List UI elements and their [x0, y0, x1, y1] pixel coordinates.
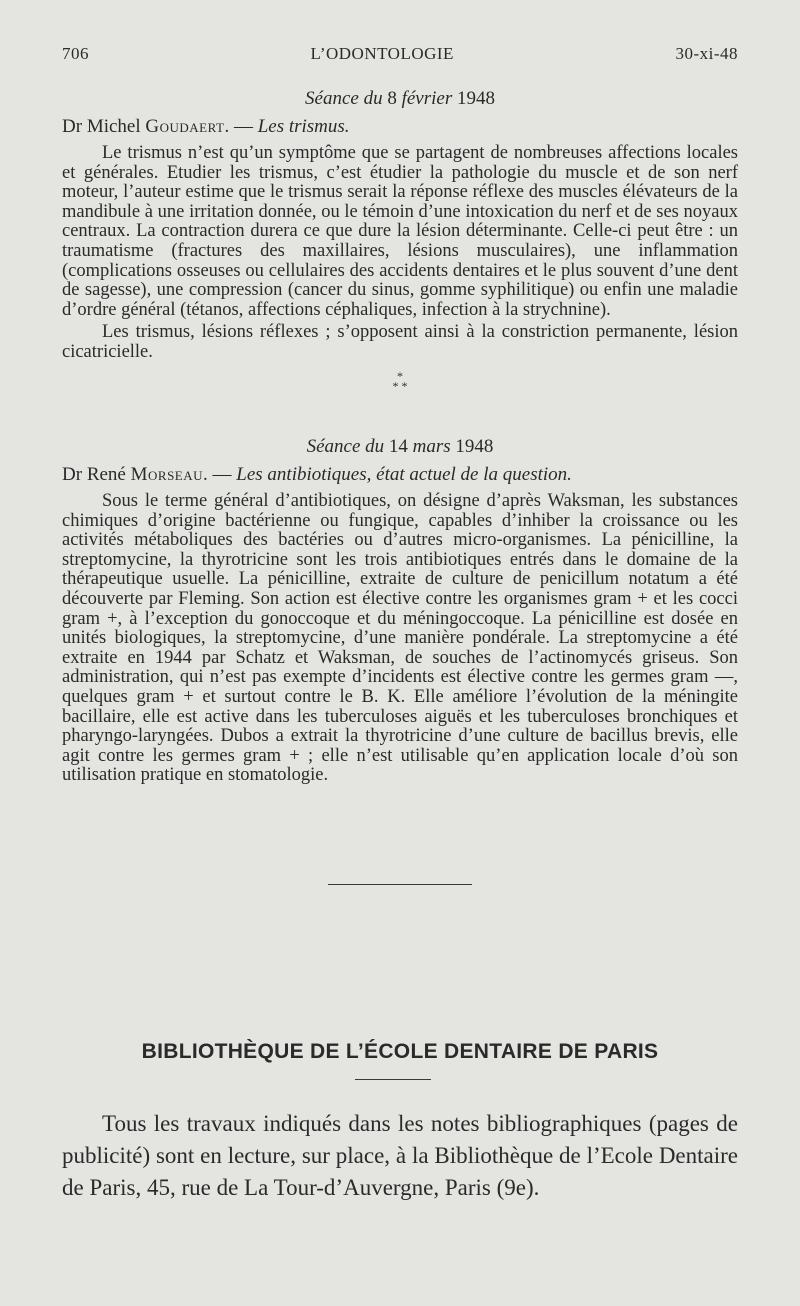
- session-prefix: Séance du: [305, 88, 383, 109]
- author-title: Dr: [62, 464, 83, 485]
- session-month: février: [401, 88, 453, 109]
- session-month: mars: [412, 436, 451, 457]
- talk-title: Les antibiotiques, état actuel de la question.: [236, 464, 572, 485]
- author-dash: . —: [203, 464, 232, 485]
- session-heading: [62, 88, 738, 110]
- running-header: [62, 44, 738, 64]
- issue-date: 30-xi-48: [675, 44, 738, 63]
- asterism-bottom: * *: [392, 378, 408, 393]
- session-year: 1948: [455, 436, 494, 457]
- session-day: 14: [388, 436, 408, 457]
- asterism-separator: [62, 368, 738, 393]
- author-last-name: Morseau: [130, 464, 204, 485]
- library-heading: BIBLIOTHÈQUE DE L’ÉCOLE DENTAIRE DE PARIS: [141, 1040, 659, 1063]
- author-title: Dr: [62, 116, 83, 137]
- author-line: [62, 116, 738, 138]
- author-line: [62, 464, 738, 486]
- session-year: 1948: [456, 88, 495, 109]
- session-heading: [62, 436, 738, 458]
- paragraph: Sous le terme général d’antibiotiques, on désigne d’après Waksman, les substances chimiques d’origine bactérienne ou fungique, capables d’inhiber la croissance ou les activités métaboliques des bactéries ou d’autres micro-organismes. La pénicilline, la streptomycine, la thyrotricine sont les trois antibiotiques entrés dans le domaine de la thérapeutique usuelle. La pénicilline, extraite de culture de penicillum notatum a été découverte par Fleming. Son action est élective contre les organismes gram + et les cocci gram +, à l’exception du gonoccoque et du méningoccoque. La pénicilline est dosée en unités biologiques, la streptomycine, d’une manière pondérale. La streptomycine a été extraite en 1944 par Schatz et Waksman, de souches de l’actinomycés griseus. Son administration, qui n’est pas exempte d’incidents est élective contre les germes gram —, quelques gram + et surtout contre le B. K. Elle améliore l’évolution de la méningite bacillaire, elle est active dans les tuberculoses aiguës et les tuberculoses bronchiques et pharyngo-laryngées. Dubos a extrait la thyrotricine d’une culture de bacillus brevis, elle agit contre les germes gram + ; elle n’est utilisable qu’en application locale d’où son utilisation pratique en stomatologie.: [62, 491, 738, 786]
- author-dash: . —: [224, 116, 253, 137]
- journal-title: L’ODONTOLOGIE: [310, 44, 454, 63]
- talk-title: Les trismus.: [257, 116, 350, 137]
- paragraph: Les trismus, lésions réflexes ; s’opposent ainsi à la constriction permanente, lésion cicatricielle.: [62, 322, 738, 362]
- session-february: [62, 88, 738, 401]
- session-march: [62, 436, 738, 786]
- library-notice: Tous les travaux indiqués dans les notes bibliographiques (pages de publicité) sont en lecture, sur place, à la Bibliothèque de l’Ecole Dentaire de Paris, 45, rue de La Tour-d’Auvergne, Paris (9e).: [62, 1111, 738, 1200]
- author-last-name: Goudaert: [145, 116, 225, 137]
- asterism-top: *: [397, 368, 403, 383]
- author-first-name: René: [86, 464, 126, 485]
- page-number: 706: [62, 44, 89, 63]
- author-first-name: Michel: [86, 116, 141, 137]
- paragraph: Le trismus n’est qu’un symptôme que se partagent de nombreuses affections locales et générales. Etudier les trismus, c’est étudier la pathologie du muscle et de son nerf moteur, l’auteur estime que le trismus serait la réponse réflexe des muscles élévateurs de la mandibule à une irritation donnée, ou le témoin d’une intoxication du nerf et de ses noyaux centraux. La contraction durera ce que dure la lésion déterminante. Celle-ci peut être : un traumatisme (fractures des maxillaires, lésions musculaires), une inflammation (complications osseuses ou cellulaires des accidents dentaires et le plus souvent d’une dent de sagesse), une compression (cancer du sinus, gomme syphilitique) ou enfin une maladie d’ordre général (tétanos, affections céphaliques, infection à la strychnine).: [62, 143, 738, 320]
- session-day: 8: [387, 88, 397, 109]
- heading-underline: [355, 1079, 431, 1080]
- session-prefix: Séance du: [306, 436, 385, 457]
- section-divider: [328, 884, 472, 885]
